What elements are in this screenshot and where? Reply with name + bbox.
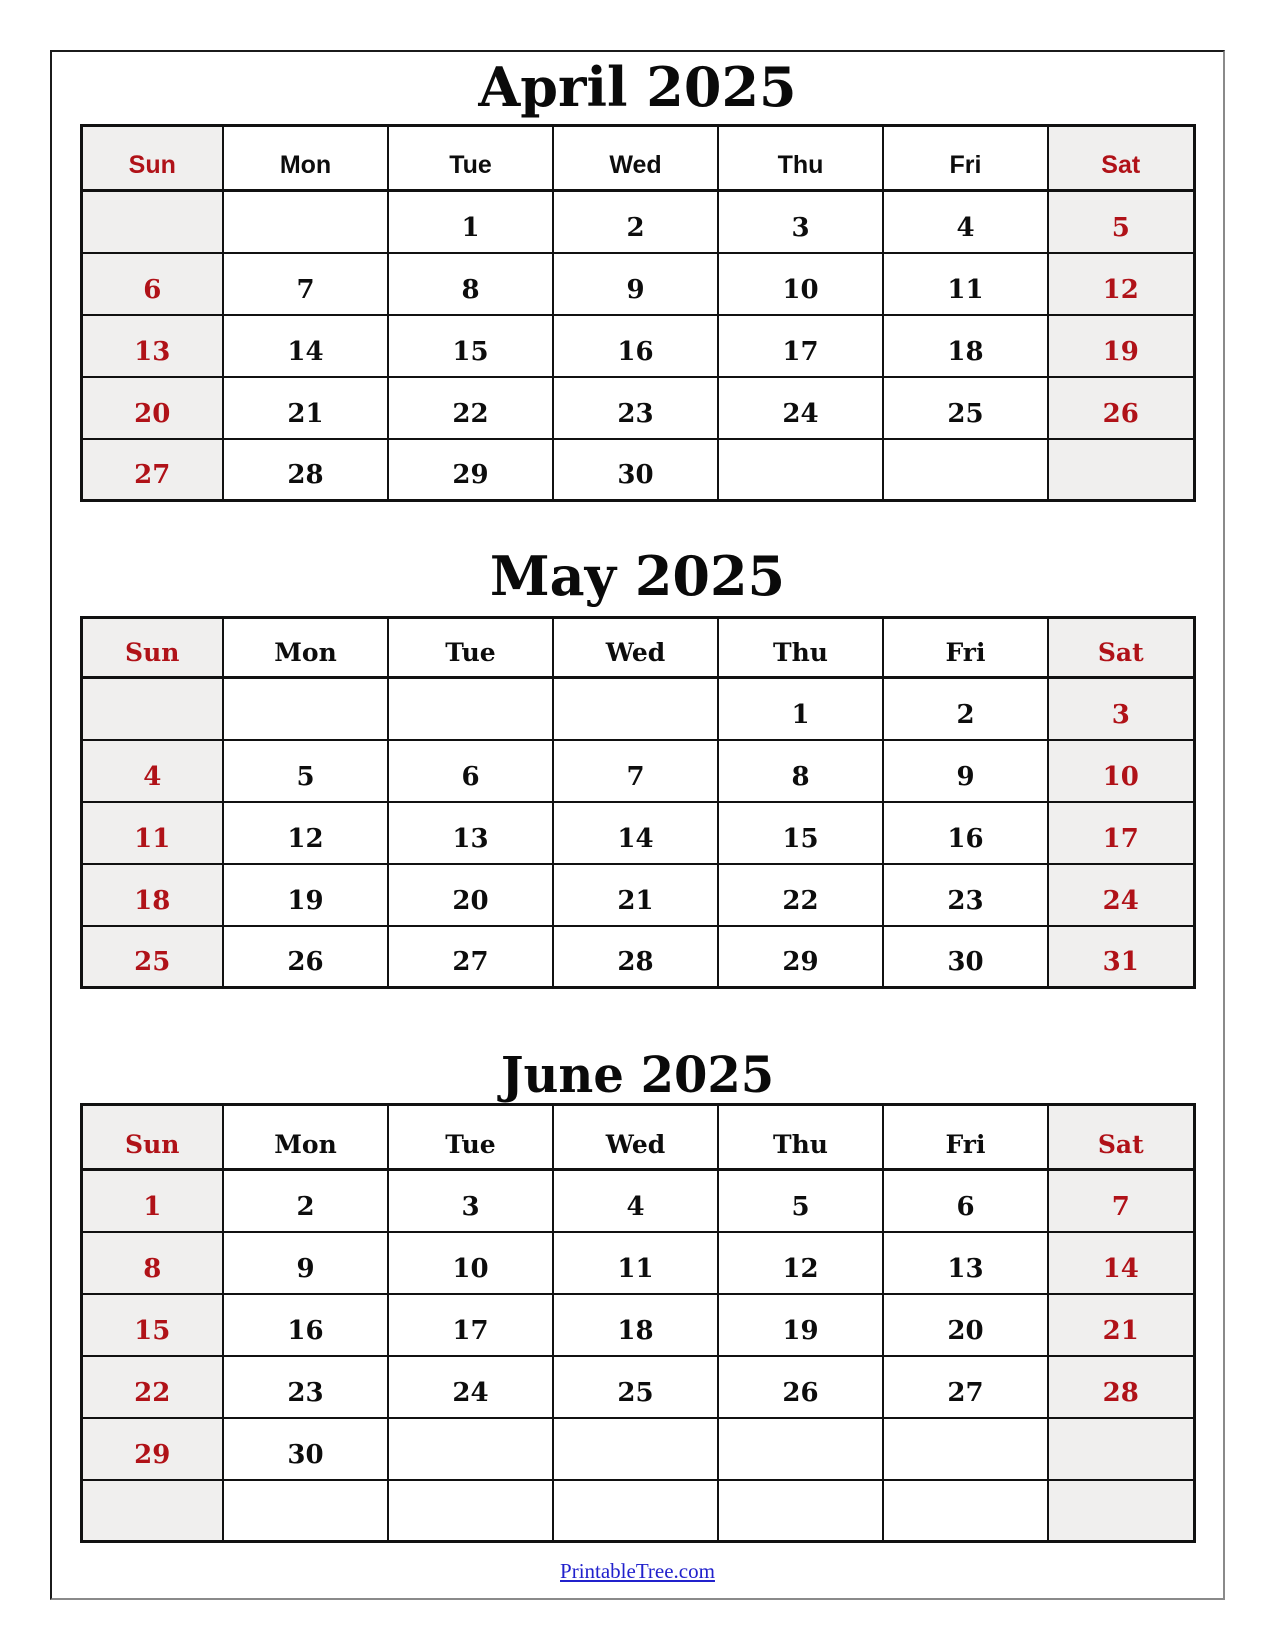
day-cell-empty (553, 678, 718, 740)
day-cell: 22 (718, 864, 883, 926)
day-cell: 20 (883, 1294, 1048, 1356)
day-cell: 17 (718, 315, 883, 377)
day-cell: 6 (883, 1170, 1048, 1232)
day-cell: 12 (1048, 253, 1194, 315)
month-title: June 2025 (500, 1045, 775, 1104)
day-cell-empty (718, 1418, 883, 1480)
day-cell: 23 (223, 1356, 388, 1418)
day-cell-empty (223, 1480, 388, 1542)
day-cell: 8 (81, 1232, 223, 1294)
day-cell: 18 (81, 864, 223, 926)
day-cell-empty (553, 1418, 718, 1480)
footer (52, 1559, 1223, 1584)
page-border (50, 50, 1225, 1600)
week-row (81, 439, 1194, 501)
day-cell: 18 (553, 1294, 718, 1356)
day-cell: 22 (388, 377, 553, 439)
day-cell: 3 (718, 191, 883, 253)
weekday-header: Mon (223, 126, 388, 191)
weekday-header: Fri (883, 126, 1048, 191)
weekday-header: Wed (553, 126, 718, 191)
day-cell: 9 (883, 740, 1048, 802)
day-cell: 30 (883, 926, 1048, 988)
day-cell: 28 (553, 926, 718, 988)
weekday-header: Thu (718, 618, 883, 678)
day-cell: 10 (388, 1232, 553, 1294)
day-cell-empty (883, 439, 1048, 501)
day-cell: 11 (81, 802, 223, 864)
month-grid (80, 616, 1196, 989)
day-cell: 31 (1048, 926, 1194, 988)
day-cell: 12 (223, 802, 388, 864)
day-cell: 29 (81, 1418, 223, 1480)
day-cell: 4 (883, 191, 1048, 253)
day-cell: 19 (223, 864, 388, 926)
day-cell: 2 (553, 191, 718, 253)
day-cell: 5 (1048, 191, 1194, 253)
weekday-header: Sat (1048, 126, 1194, 191)
weekday-header: Thu (718, 1105, 883, 1170)
day-cell: 21 (553, 864, 718, 926)
week-row (81, 1232, 1194, 1294)
day-cell: 7 (1048, 1170, 1194, 1232)
week-row (81, 191, 1194, 253)
day-cell: 16 (553, 315, 718, 377)
day-cell: 11 (883, 253, 1048, 315)
day-cell: 23 (553, 377, 718, 439)
weekday-header: Sat (1048, 1105, 1194, 1170)
day-cell: 20 (388, 864, 553, 926)
calendar-root (52, 55, 1223, 1543)
day-cell: 23 (883, 864, 1048, 926)
day-cell: 5 (223, 740, 388, 802)
weekday-header-row (81, 1105, 1194, 1170)
day-cell: 10 (718, 253, 883, 315)
day-cell: 5 (718, 1170, 883, 1232)
day-cell: 22 (81, 1356, 223, 1418)
day-cell: 2 (223, 1170, 388, 1232)
weekday-header: Wed (553, 618, 718, 678)
weekday-header: Tue (388, 1105, 553, 1170)
day-cell: 11 (553, 1232, 718, 1294)
weekday-header: Fri (883, 618, 1048, 678)
day-cell: 27 (388, 926, 553, 988)
day-cell: 3 (388, 1170, 553, 1232)
day-cell: 25 (81, 926, 223, 988)
weekday-header: Wed (553, 1105, 718, 1170)
day-cell: 28 (223, 439, 388, 501)
day-cell-empty (388, 678, 553, 740)
weekday-header: Sun (81, 618, 223, 678)
week-row (81, 1480, 1194, 1542)
day-cell: 7 (223, 253, 388, 315)
week-row (81, 864, 1194, 926)
day-cell: 26 (1048, 377, 1194, 439)
month-section-april (52, 55, 1223, 502)
day-cell: 13 (883, 1232, 1048, 1294)
month-section-june (52, 1045, 1223, 1543)
weekday-header: Sat (1048, 618, 1194, 678)
day-cell: 25 (553, 1356, 718, 1418)
day-cell: 25 (883, 377, 1048, 439)
day-cell-empty (81, 678, 223, 740)
weekday-header: Mon (223, 1105, 388, 1170)
week-row (81, 1418, 1194, 1480)
day-cell-empty (223, 191, 388, 253)
day-cell: 26 (223, 926, 388, 988)
day-cell: 14 (223, 315, 388, 377)
day-cell-empty (718, 439, 883, 501)
day-cell: 30 (553, 439, 718, 501)
day-cell: 6 (388, 740, 553, 802)
day-cell: 4 (553, 1170, 718, 1232)
day-cell: 12 (718, 1232, 883, 1294)
day-cell-empty (388, 1480, 553, 1542)
day-cell: 29 (718, 926, 883, 988)
day-cell: 30 (223, 1418, 388, 1480)
weekday-header: Thu (718, 126, 883, 191)
weekday-header: Tue (388, 126, 553, 191)
day-cell: 26 (718, 1356, 883, 1418)
week-row (81, 802, 1194, 864)
weekday-header: Fri (883, 1105, 1048, 1170)
day-cell-empty (883, 1418, 1048, 1480)
weekday-header: Mon (223, 618, 388, 678)
week-row (81, 1294, 1194, 1356)
day-cell: 2 (883, 678, 1048, 740)
day-cell: 14 (1048, 1232, 1194, 1294)
day-cell: 20 (81, 377, 223, 439)
day-cell: 17 (1048, 802, 1194, 864)
month-grid (80, 1103, 1196, 1543)
day-cell-empty (81, 1480, 223, 1542)
day-cell: 13 (81, 315, 223, 377)
week-row (81, 678, 1194, 740)
day-cell: 6 (81, 253, 223, 315)
day-cell: 18 (883, 315, 1048, 377)
day-cell: 16 (223, 1294, 388, 1356)
weekday-header-row (81, 618, 1194, 678)
day-cell: 29 (388, 439, 553, 501)
day-cell: 21 (223, 377, 388, 439)
day-cell: 4 (81, 740, 223, 802)
day-cell-empty (223, 678, 388, 740)
day-cell: 21 (1048, 1294, 1194, 1356)
day-cell: 3 (1048, 678, 1194, 740)
weekday-header-row (81, 126, 1194, 191)
day-cell: 8 (718, 740, 883, 802)
day-cell: 9 (223, 1232, 388, 1294)
month-title: April 2025 (478, 55, 797, 119)
day-cell-empty (81, 191, 223, 253)
day-cell-empty (1048, 439, 1194, 501)
printabletree-link[interactable]: PrintableTree.com (560, 1559, 715, 1583)
month-section-may (52, 544, 1223, 989)
week-row (81, 926, 1194, 988)
day-cell: 14 (553, 802, 718, 864)
day-cell: 27 (883, 1356, 1048, 1418)
day-cell-empty (883, 1480, 1048, 1542)
day-cell: 8 (388, 253, 553, 315)
day-cell-empty (553, 1480, 718, 1542)
day-cell: 9 (553, 253, 718, 315)
day-cell: 19 (1048, 315, 1194, 377)
day-cell: 16 (883, 802, 1048, 864)
day-cell: 24 (1048, 864, 1194, 926)
day-cell: 15 (718, 802, 883, 864)
day-cell: 15 (388, 315, 553, 377)
day-cell: 27 (81, 439, 223, 501)
day-cell: 7 (553, 740, 718, 802)
day-cell: 24 (388, 1356, 553, 1418)
day-cell-empty (388, 1418, 553, 1480)
day-cell-empty (1048, 1480, 1194, 1542)
day-cell: 13 (388, 802, 553, 864)
day-cell: 19 (718, 1294, 883, 1356)
week-row (81, 253, 1194, 315)
weekday-header: Tue (388, 618, 553, 678)
week-row (81, 740, 1194, 802)
day-cell: 24 (718, 377, 883, 439)
week-row (81, 1170, 1194, 1232)
month-title: May 2025 (489, 544, 786, 608)
day-cell: 1 (81, 1170, 223, 1232)
week-row (81, 377, 1194, 439)
day-cell: 17 (388, 1294, 553, 1356)
week-row (81, 315, 1194, 377)
day-cell: 28 (1048, 1356, 1194, 1418)
day-cell-empty (718, 1480, 883, 1542)
day-cell: 1 (718, 678, 883, 740)
day-cell: 1 (388, 191, 553, 253)
day-cell: 15 (81, 1294, 223, 1356)
day-cell-empty (1048, 1418, 1194, 1480)
week-row (81, 1356, 1194, 1418)
weekday-header: Sun (81, 126, 223, 191)
weekday-header: Sun (81, 1105, 223, 1170)
day-cell: 10 (1048, 740, 1194, 802)
month-grid (80, 124, 1196, 502)
